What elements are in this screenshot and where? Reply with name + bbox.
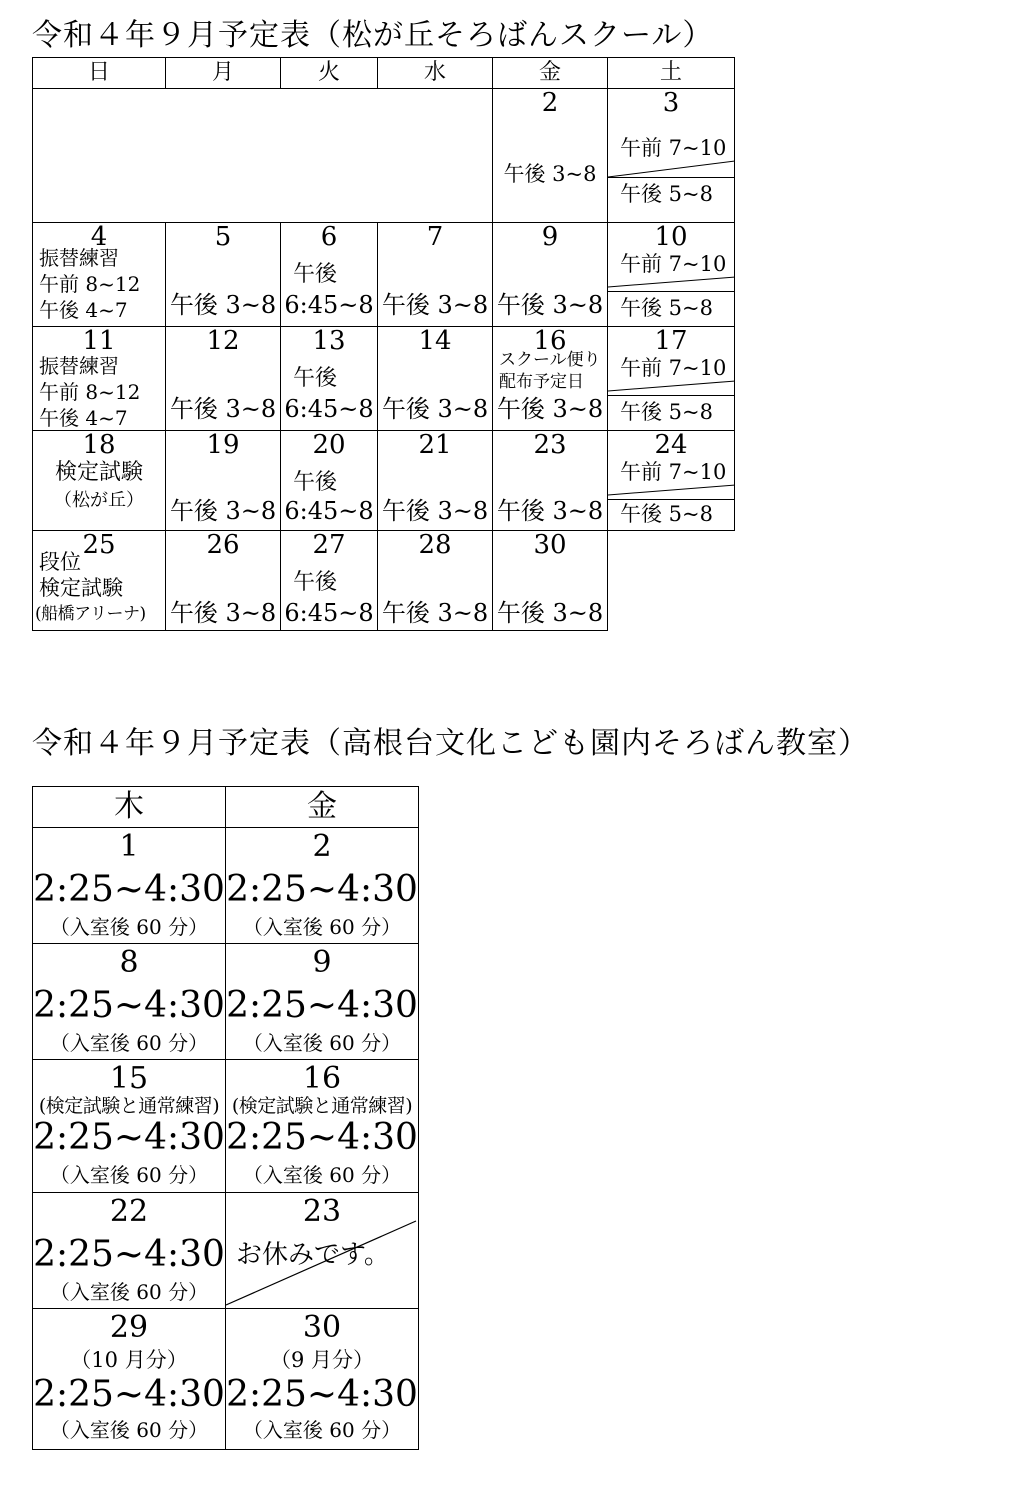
time-slot: 午後 3~8 <box>503 162 597 186</box>
day-number: 2 <box>541 88 559 118</box>
day-cell-6 <box>281 223 378 327</box>
note-line: 午後 4~7 <box>39 298 128 322</box>
time-slot: 6:45~8 <box>284 291 374 319</box>
day-number: 29 <box>109 1310 149 1345</box>
day-cell-9 <box>493 223 608 327</box>
day-cell-28 <box>378 531 493 631</box>
month-note: （10 月分） <box>70 1348 188 1372</box>
time-slot: 2:25~4:30 <box>33 1117 225 1158</box>
empty-cell <box>33 89 493 223</box>
note-line: 振替練習 <box>39 246 119 270</box>
day-cell-23 <box>493 431 608 531</box>
duration-note: （入室後 60 分） <box>242 1418 402 1442</box>
day-number: 25 <box>82 530 116 560</box>
time-slot: 2:25~4:30 <box>226 869 418 910</box>
time-slot: 2:25~4:30 <box>33 1234 225 1275</box>
time-slot: 午後 3~8 <box>496 497 604 525</box>
day-number: 18 <box>82 430 116 460</box>
duration-note: （入室後 60 分） <box>242 1163 402 1187</box>
note-line: 午後 4~7 <box>39 406 128 430</box>
time-slot: 2:25~4:30 <box>226 985 418 1026</box>
weekday-header-row <box>33 787 419 828</box>
day-cell-7 <box>378 223 493 327</box>
day-number: 23 <box>302 1194 342 1229</box>
day-cell-24 <box>608 431 735 531</box>
time-slot: 午後 3~8 <box>169 395 277 423</box>
week-row-2 <box>33 223 735 327</box>
note-line: （松が丘） <box>54 490 144 511</box>
page-title-matsugaoka: 令和４年９月予定表（松が丘そろばんスクール） <box>32 18 714 53</box>
time-slot: 午後 3~8 <box>169 599 277 627</box>
day-cell-17 <box>608 327 735 431</box>
day-cell-14 <box>378 327 493 431</box>
time-slot: 午後 3~8 <box>381 291 489 319</box>
day-number: 10 <box>654 222 688 252</box>
time-label: 午後 <box>293 570 338 595</box>
day-number: 27 <box>312 530 346 560</box>
day-number: 17 <box>654 326 688 356</box>
closed-note: お休みです。 <box>236 1240 390 1270</box>
day-number: 12 <box>206 326 240 356</box>
time-slot: 2:25~4:30 <box>33 1374 225 1415</box>
header-sat: 土 <box>608 58 735 89</box>
day-cell-10 <box>608 223 735 327</box>
time-label: 午後 <box>293 470 338 495</box>
day-number: 28 <box>418 530 452 560</box>
day-number: 4 <box>90 222 108 252</box>
day-cell-2 <box>226 828 419 944</box>
day-cell-12 <box>166 327 281 431</box>
day-number: 13 <box>312 326 346 356</box>
duration-note: （入室後 60 分） <box>49 1163 209 1187</box>
day-cell-29 <box>33 1309 226 1450</box>
header-fri: 金 <box>226 787 419 828</box>
duration-note: （入室後 60 分） <box>49 1031 209 1055</box>
time-slot: 午後 3~8 <box>169 291 277 319</box>
week-row-4 <box>33 431 735 531</box>
week-row-3 <box>33 327 735 431</box>
morning-slot: 午前 7~10 <box>620 460 727 484</box>
time-label: 午後 <box>293 366 338 391</box>
note-line: 配布予定日 <box>499 372 584 392</box>
week-row-1 <box>33 828 419 944</box>
note-line: スクール便り <box>499 350 601 370</box>
time-slot: 6:45~8 <box>284 599 374 627</box>
morning-slot: 午前 7~10 <box>620 252 727 276</box>
time-slot: 6:45~8 <box>284 395 374 423</box>
week-row-5 <box>33 531 735 631</box>
day-number: 14 <box>418 326 452 356</box>
day-cell-18 <box>33 431 166 531</box>
time-label: 午後 <box>293 262 338 287</box>
day-number: 16 <box>533 326 567 356</box>
day-number: 1 <box>119 829 139 864</box>
header-wed: 水 <box>378 58 493 89</box>
duration-note: （入室後 60 分） <box>242 1031 402 1055</box>
duration-note: （入室後 60 分） <box>242 915 402 939</box>
day-number: 16 <box>302 1061 342 1096</box>
day-number: 11 <box>82 326 116 356</box>
duration-note: （入室後 60 分） <box>49 1418 209 1442</box>
exam-note: (検定試験と通常練習) <box>38 1095 220 1117</box>
day-cell-20 <box>281 431 378 531</box>
week-row-5 <box>33 1309 419 1450</box>
day-cell-15 <box>33 1060 226 1193</box>
week-row-2 <box>33 944 419 1060</box>
header-fri: 金 <box>493 58 608 89</box>
day-number: 9 <box>312 945 332 980</box>
header-thu: 木 <box>33 787 226 828</box>
time-slot: 2:25~4:30 <box>33 985 225 1026</box>
day-number: 30 <box>302 1310 342 1345</box>
day-cell-4 <box>33 223 166 327</box>
day-number: 3 <box>662 88 680 118</box>
day-cell-9 <box>226 944 419 1060</box>
morning-slot: 午前 7~10 <box>620 356 727 380</box>
day-number: 9 <box>541 222 559 252</box>
header-mon: 月 <box>166 58 281 89</box>
time-slot: 2:25~4:30 <box>226 1374 418 1415</box>
day-cell-27 <box>281 531 378 631</box>
day-cell-22 <box>33 1193 226 1309</box>
time-slot: 2:25~4:30 <box>33 869 225 910</box>
duration-note: （入室後 60 分） <box>49 915 209 939</box>
time-slot: 午後 3~8 <box>169 497 277 525</box>
time-slot: 2:25~4:30 <box>226 1117 418 1158</box>
evening-slot: 午後 5~8 <box>620 502 713 526</box>
day-cell-26 <box>166 531 281 631</box>
week-row-1 <box>33 89 735 223</box>
day-cell-19 <box>166 431 281 531</box>
day-number: 7 <box>426 222 444 252</box>
day-cell-16 <box>226 1060 419 1193</box>
day-cell-23 <box>226 1193 419 1309</box>
day-cell-13 <box>281 327 378 431</box>
day-number: 21 <box>418 430 452 460</box>
time-slot: 午後 3~8 <box>381 599 489 627</box>
day-cell-21 <box>378 431 493 531</box>
day-number: 23 <box>533 430 567 460</box>
day-cell-16 <box>493 327 608 431</box>
day-number: 8 <box>119 945 139 980</box>
day-number: 30 <box>533 530 567 560</box>
time-slot: 午後 3~8 <box>496 395 604 423</box>
page-title-takanedai: 令和４年９月予定表（高根台文化こども園内そろばん教室） <box>32 726 869 761</box>
day-number: 24 <box>654 430 688 460</box>
header-sun: 日 <box>33 58 166 89</box>
morning-slot: 午前 7~10 <box>620 136 727 160</box>
day-number: 15 <box>109 1061 149 1096</box>
day-number: 6 <box>320 222 338 252</box>
note-line: 段位 <box>39 550 81 574</box>
weekday-header-row <box>33 58 735 89</box>
day-number: 20 <box>312 430 346 460</box>
note-line: 午前 8~12 <box>39 272 141 296</box>
duration-note: （入室後 60 分） <box>49 1280 209 1304</box>
time-slot: 6:45~8 <box>284 497 374 525</box>
day-number: 5 <box>214 222 232 252</box>
schedule-table-takanedai <box>32 786 419 1450</box>
evening-slot: 午後 5~8 <box>620 296 713 320</box>
note-line: 検定試験 <box>54 460 143 485</box>
day-cell-2 <box>493 89 608 223</box>
day-cell-8 <box>33 944 226 1060</box>
header-tue: 火 <box>281 58 378 89</box>
day-number: 19 <box>206 430 240 460</box>
evening-slot: 午後 5~8 <box>620 400 713 424</box>
day-cell-1 <box>33 828 226 944</box>
empty-cell <box>608 531 735 631</box>
day-cell-11 <box>33 327 166 431</box>
schedule-table-matsugaoka <box>32 57 735 631</box>
time-slot: 午後 3~8 <box>496 599 604 627</box>
note-line: 振替練習 <box>39 354 119 378</box>
month-note: （9 月分） <box>269 1348 375 1372</box>
note-line: 検定試験 <box>39 576 123 600</box>
note-line: 午前 8~12 <box>39 380 141 404</box>
time-slot: 午後 3~8 <box>381 395 489 423</box>
day-cell-5 <box>166 223 281 327</box>
evening-slot: 午後 5~8 <box>620 182 713 206</box>
day-cell-3 <box>608 89 735 223</box>
time-slot: 午後 3~8 <box>381 497 489 525</box>
exam-note: (検定試験と通常練習) <box>231 1095 413 1117</box>
note-line: (船橋アリーナ) <box>35 604 146 624</box>
time-slot: 午後 3~8 <box>496 291 604 319</box>
day-cell-25 <box>33 531 166 631</box>
day-number: 2 <box>312 829 332 864</box>
day-cell-30 <box>226 1309 419 1450</box>
day-cell-30 <box>493 531 608 631</box>
week-row-4 <box>33 1193 419 1309</box>
day-number: 22 <box>109 1194 149 1229</box>
week-row-3 <box>33 1060 419 1193</box>
strike-line <box>226 1193 419 1309</box>
day-number: 26 <box>206 530 240 560</box>
